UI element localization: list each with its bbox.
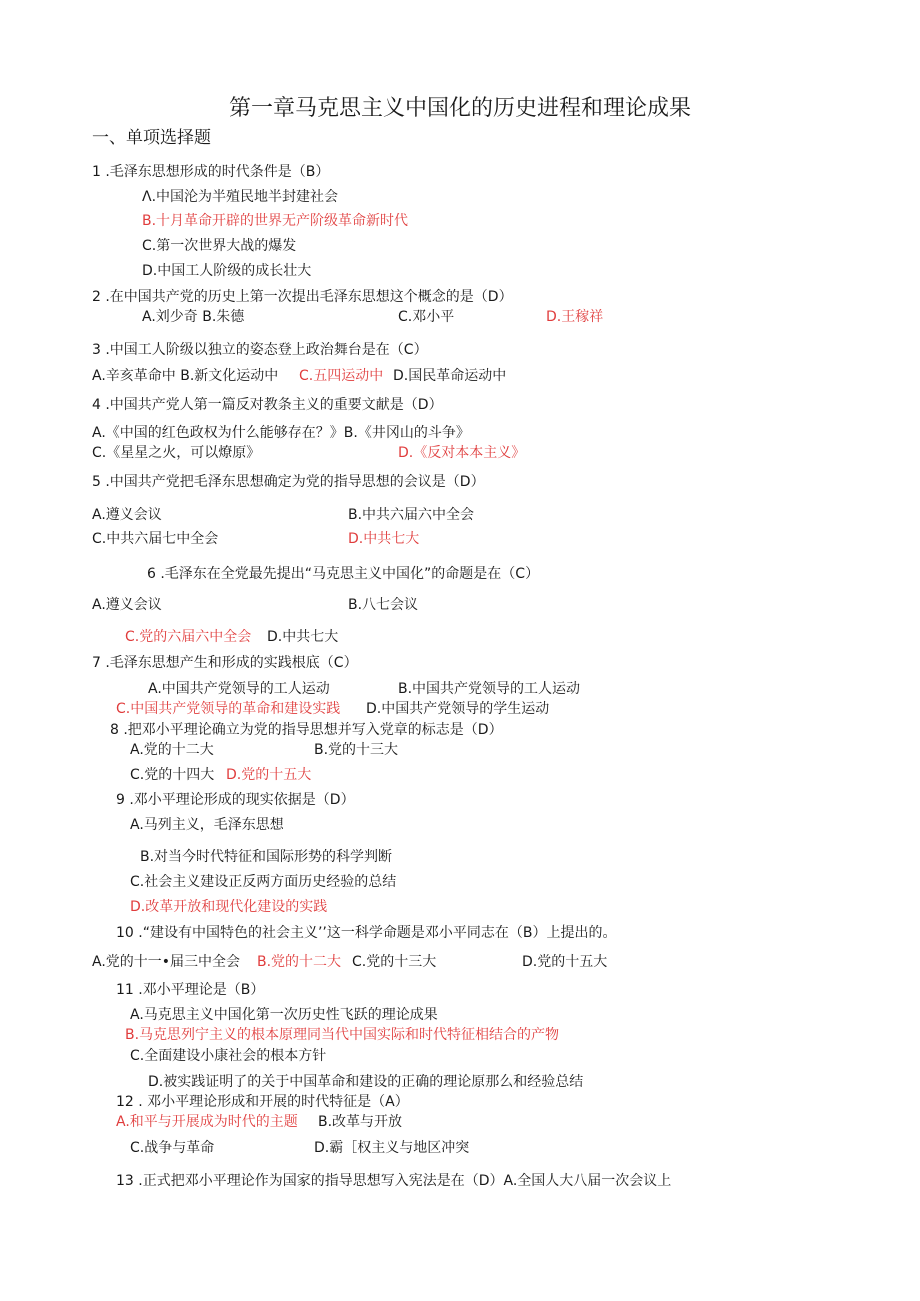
text-line: A.遵义会议 — [92, 597, 162, 613]
answer-line: D.党的十五大 — [226, 767, 312, 783]
text-line: A.辛亥革命中 B.新文化运动中 — [92, 368, 279, 384]
text-line: C.党的十四大 — [130, 767, 215, 783]
text-line: B.改革与开放 — [318, 1114, 403, 1130]
text-line: A.中国共产党领导的工人运动 — [148, 681, 330, 697]
text-line: B.党的十三大 — [314, 742, 399, 758]
text-line: B.对当今时代特征和国际形势的科学判断 — [140, 849, 393, 865]
text-line: D.中国工人阶级的成长壮大 — [142, 263, 312, 279]
text-line: D.党的十五大 — [522, 954, 608, 970]
answer-line: B.十月革命开辟的世界无产阶级革命新时代 — [142, 213, 409, 229]
text-line: 5 .中国共产党把毛泽东思想确定为党的指导思想的会议是（D） — [92, 474, 485, 490]
text-line: B.中国共产党领导的工人运动 — [398, 681, 581, 697]
answer-line: D.《反对本本主义》 — [398, 445, 526, 461]
text-line: 2 .在中国共产党的历史上第一次提出毛泽东思想这个概念的是（D） — [92, 289, 513, 305]
answer-line: C.党的六届六中全会 — [125, 629, 252, 645]
text-line: D.霸［权主义与地区冲突 — [314, 1140, 470, 1156]
text-line: C.中共六届七中全会 — [92, 531, 219, 547]
text-line: C.第一次世界大战的爆发 — [142, 238, 297, 254]
text-line: C.《星星之火，可以燎原》 — [92, 445, 261, 461]
text-line: C.社会主义建设正反两方面历史经验的总结 — [130, 874, 397, 890]
chapter-title: 第一章马克思主义中国化的历史进程和理论成果 — [228, 96, 691, 121]
text-line: 1 .毛泽东思想形成的时代条件是（B） — [92, 164, 330, 180]
text-line: C.邓小平 — [398, 309, 455, 325]
answer-line: A.和平与开展成为时代的主题 — [116, 1114, 298, 1130]
text-line: D.中国共产党领导的学生运动 — [366, 701, 550, 717]
text-line: C.全面建设小康社会的根本方针 — [130, 1048, 327, 1064]
text-line: B.中共六届六中全会 — [348, 507, 475, 523]
text-line: B.八七会议 — [348, 597, 419, 613]
answer-line: C.中国共产党领导的革命和建设实践 — [116, 701, 341, 717]
answer-line: C.五四运动中 — [299, 368, 384, 384]
text-line: 10 .“建设有中国特色的社会主义’’这一科学命题是邓小平同志在（B）上提出的。 — [116, 925, 617, 941]
answer-line: D.中共七大 — [348, 531, 420, 547]
text-line: 12 . 邓小平理论形成和开展的时代特征是（A） — [116, 1094, 409, 1110]
text-line: Λ.中国沦为半殖民地半封建社会 — [142, 189, 339, 205]
text-line: C.战争与革命 — [130, 1140, 215, 1156]
answer-line: B.党的十二大 — [257, 954, 342, 970]
section-heading: 一、单项选择题 — [92, 128, 211, 148]
text-line: A.党的十一•届三中全会 — [92, 954, 241, 970]
text-line: D.国民革命运动中 — [393, 368, 507, 384]
text-line: 9 .邓小平理论形成的现实依据是（D） — [116, 792, 355, 808]
text-line: 7 .毛泽东思想产生和形成的实践根底（C） — [92, 655, 358, 671]
answer-line: D.改革开放和现代化建设的实践 — [130, 899, 328, 915]
text-line: 11 .邓小平理论是（B） — [116, 982, 265, 998]
text-line: A.刘少奇 B.朱德 — [142, 309, 245, 325]
text-line: A.党的十二大 — [130, 742, 214, 758]
text-line: 4 .中国共产党人第一篇反对教条主义的重要文献是（D） — [92, 397, 443, 413]
text-line: 8 .把邓小平理论确立为党的指导思想并写入党章的标志是（D） — [110, 722, 503, 738]
text-line: A.《中国的红色政权为什么能够存在？》B.《井冈山的斗争》 — [92, 425, 470, 441]
text-line: A.马列主义，毛泽东思想 — [130, 817, 284, 833]
text-line: A.遵义会议 — [92, 507, 162, 523]
text-line: 13 .正式把邓小平理论作为国家的指导思想写入宪法是在（D）A.全国人大八届一次会议上 — [116, 1173, 672, 1189]
text-line: D.中共七大 — [267, 629, 339, 645]
answer-line: D.王稼祥 — [546, 309, 604, 325]
text-line: C.党的十三大 — [352, 954, 437, 970]
text-line: 3 .中国工人阶级以独立的姿态登上政治舞台是在（C） — [92, 342, 428, 358]
text-line: 6 .毛泽东在全党最先提出“马克思主义中国化”的命题是在（C） — [147, 566, 540, 582]
text-line: D.被实践证明了的关于中国革命和建设的正确的理论原那么和经验总结 — [148, 1074, 584, 1090]
answer-line: B.马克思列宁主义的根本原理同当代中国实际和时代特征相结合的产物 — [125, 1027, 560, 1043]
text-line: A.马克思主义中国化第一次历史性飞跃的理论成果 — [130, 1007, 438, 1023]
